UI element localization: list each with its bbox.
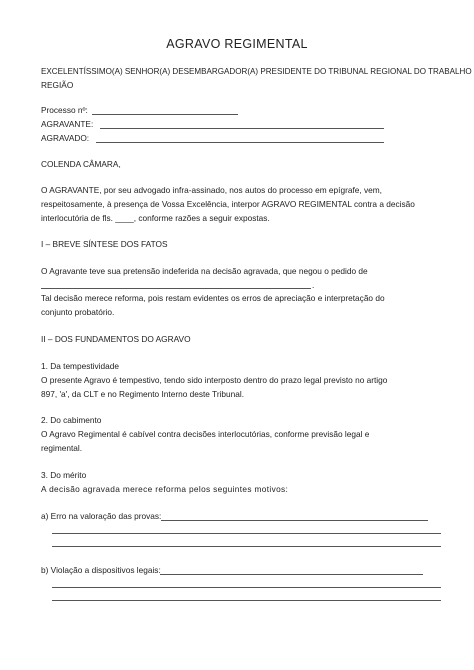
item-b-blank-line-3[interactable] [52, 600, 441, 601]
section-2-heading: II – DOS FUNDAMENTOS DO AGRAVO [41, 334, 191, 344]
salutation: COLENDA CÂMARA, [41, 159, 121, 169]
item-a-blank-line-1[interactable] [161, 520, 428, 521]
agravado-label: AGRAVADO: [41, 133, 90, 143]
agravante-blank-line[interactable] [100, 128, 384, 129]
section-1-paragraph-1: O Agravante teve sua pretensão indeferida na decisão agravada, que negou o pedido de [41, 266, 368, 276]
item-a-blank-line-2[interactable] [52, 533, 441, 534]
section-1-period: . [312, 280, 315, 290]
section-1-heading: I – BREVE SÍNTESE DOS FATOS [41, 239, 168, 249]
subsection-1-title: 1. Da tempestividade [41, 361, 119, 371]
addressee-line-1: EXCELENTÍSSIMO(A) SENHOR(A) DESEMBARGADOR(A) PRESIDENTE DO TRIBUNAL REGIONAL DO TRABALHO [41, 66, 472, 76]
item-a-blank-line-3[interactable] [52, 546, 441, 547]
subsection-2-title: 2. Do cabimento [41, 415, 102, 425]
item-b-label: b) Violação a dispositivos legais: [41, 565, 161, 575]
processo-label: Processo nº: [41, 105, 88, 115]
section-1-paragraph-2-line-2: conjunto probatório. [41, 307, 115, 317]
subsection-2-line-2: regimental. [41, 443, 83, 453]
section-1-paragraph-2-line-1: Tal decisão merece reforma, pois restam evidentes os erros de apreciação e interpretação do [41, 293, 385, 303]
item-b-blank-line-2[interactable] [52, 587, 441, 588]
subsection-2-line-1: O Agravo Regimental é cabível contra decisões interlocutórias, conforme previsão legal e [41, 429, 370, 439]
subsection-1-line-2: 897, 'a', da CLT e no Regimento Interno deste Tribunal. [41, 389, 245, 399]
addressee-line-2: REGIÃO [41, 80, 74, 90]
agravante-label: AGRAVANTE: [41, 119, 94, 129]
section-1-blank-line[interactable] [41, 288, 311, 289]
item-b-blank-line-1[interactable] [160, 574, 423, 575]
intro-line-1: O AGRAVANTE, por seu advogado infra-assinado, nos autos do processo em epígrafe, vem, [41, 185, 382, 195]
processo-blank-line[interactable] [92, 114, 238, 115]
intro-line-2: respeitosamente, à presença de Vossa Excelência, interpor AGRAVO REGIMENTAL contra a decisão [41, 199, 415, 209]
subsection-3-intro: A decisão agravada merece reforma pelos seguintes motivos: [41, 484, 289, 494]
document-title: AGRAVO REGIMENTAL [166, 37, 308, 51]
agravado-blank-line[interactable] [96, 142, 384, 143]
item-a-label: a) Erro na valoração das provas: [41, 511, 162, 521]
subsection-3-title: 3. Do mérito [41, 470, 87, 480]
subsection-1-line-1: O presente Agravo é tempestivo, tendo sido interposto dentro do prazo legal previsto no artigo [41, 375, 388, 385]
intro-line-3: interlocutória de fls. ____, conforme razões a seguir expostas. [41, 213, 270, 223]
